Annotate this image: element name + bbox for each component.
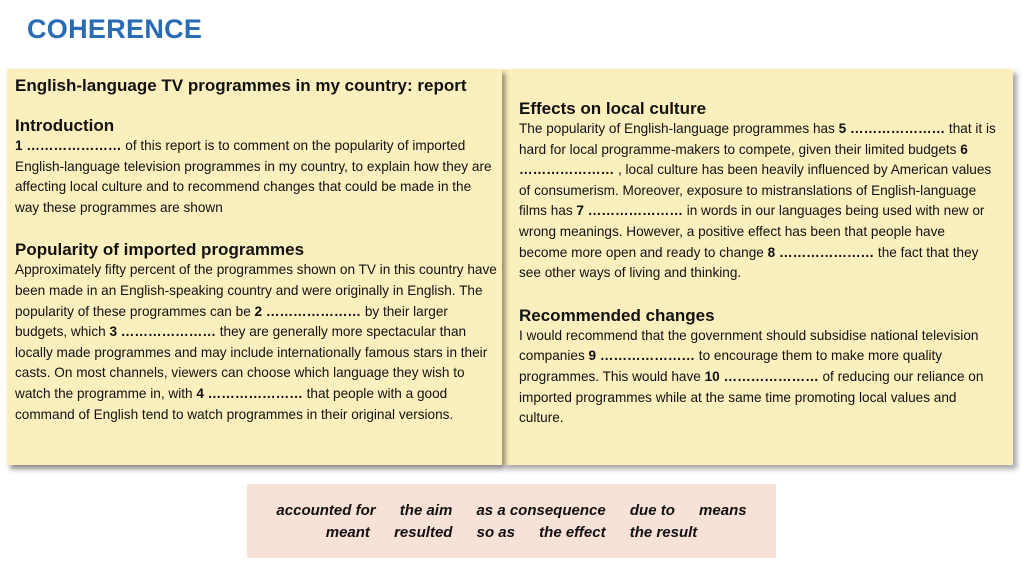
- blank-4: 4 …………………: [196, 385, 307, 401]
- word-option: accounted for: [276, 502, 376, 519]
- recommended-text-2: to encourage them to make more quality programmes. This would have: [519, 348, 943, 384]
- effects-text-1: The popularity of English-language programmes has: [519, 121, 839, 136]
- word-option: the effect: [539, 524, 606, 541]
- recommended-text-3: of reducing our reliance on imported programmes while at the same time promoting local values and culture.: [519, 368, 984, 426]
- word-bank-row-2: [247, 523, 776, 543]
- word-bank-row-1: [247, 501, 776, 521]
- word-option: meant: [325, 524, 370, 541]
- word-option: the result: [629, 524, 698, 541]
- word-option: so as: [476, 524, 515, 541]
- recommended-text-1: I would recommend that the government should subsidise national television companies: [519, 327, 979, 364]
- popularity-paragraph: [15, 260, 498, 425]
- introduction-heading: Introduction: [15, 116, 115, 135]
- blank-7: 7 …………………: [576, 203, 687, 219]
- popularity-text-4: that people with a good command of English tend to watch programmes in their original versions.: [15, 385, 454, 422]
- effects-text-3: , local culture has been heavily influenced by American values of consumerism. Moreover, exposure to mistranslations of English-language films has: [519, 162, 992, 219]
- effects-paragraph: [519, 119, 997, 284]
- blank-9: 9 …………………: [588, 348, 699, 364]
- popularity-text-2: by their larger budgets, which: [15, 303, 448, 340]
- introduction-paragraph: [15, 136, 498, 218]
- blank-10: 10 …………………: [704, 368, 823, 384]
- introduction-text: of this report is to comment on the popularity of imported English-language television programmes in my country, to explain how they are affecting local culture and to recommend changes that could be made in the way these programmes are shown: [15, 138, 492, 215]
- word-option: resulted: [394, 524, 453, 541]
- recommended-heading: Recommended changes: [519, 305, 715, 325]
- recommended-paragraph: [519, 326, 997, 429]
- blank-1: 1 …………………: [15, 138, 126, 153]
- word-bank: [247, 484, 776, 558]
- blank-5: 5 …………………: [838, 121, 949, 136]
- blank-3: 3 …………………: [109, 324, 220, 340]
- report-panel-left: [7, 69, 502, 465]
- report-panel-right: [502, 69, 1013, 465]
- blank-8: 8 …………………: [767, 244, 878, 260]
- word-option: means: [699, 502, 747, 519]
- word-option: as a consequence: [476, 502, 606, 519]
- popularity-text-3: they are generally more spectacular than locally made programmes and may include internationally famous stars in their casts. On most channels, viewers can choose which language they wish to watch the programme in, with: [15, 324, 488, 401]
- effects-heading: Effects on local culture: [519, 99, 707, 118]
- effects-text-4: in words in our languages being used with new or wrong meanings. However, a positive effect has been that people have become more open and ready to change: [519, 203, 985, 260]
- page-title: COHERENCE: [27, 14, 203, 44]
- popularity-text-1: Approximately fifty percent of the programmes shown on TV in this country have been made in an English-speaking country and were originally in English. The popularity of these programmes can be: [15, 262, 497, 319]
- word-option: due to: [629, 502, 675, 519]
- blank-2: 2 …………………: [254, 303, 365, 319]
- report-title: English-language TV programmes in my country: report: [15, 76, 467, 95]
- effects-text-2: that it is hard for local programme-makers to compete, given their limited budgets: [519, 121, 996, 157]
- effects-text-5: the fact that they see other ways of living and thinking.: [519, 244, 979, 281]
- popularity-heading: Popularity of imported programmes: [15, 240, 305, 260]
- word-option: the aim: [399, 502, 453, 519]
- blank-6: 6 …………………: [519, 141, 968, 178]
